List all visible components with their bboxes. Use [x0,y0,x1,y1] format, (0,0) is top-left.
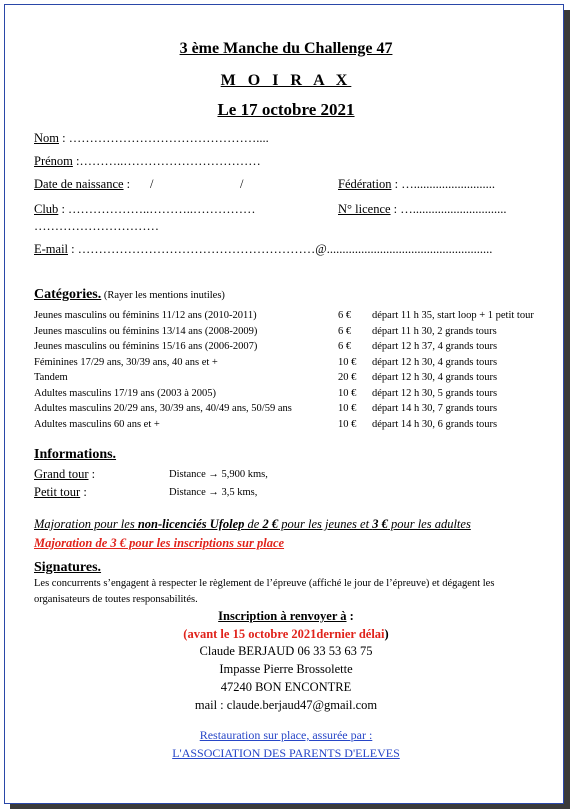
field-federation-label: Fédération [338,177,392,191]
field-prenom-dots: :………..…………………………… [72,154,261,168]
field-nom[interactable] [34,131,269,146]
grand-tour-value: Distance → 5,900 kms, [169,469,268,480]
association-line: L'ASSOCIATION DES PARENTS D'ELEVES [172,746,400,760]
field-email-dots: : …………………………………………………@..................................................... [68,242,493,256]
category-departure: départ 12 h 30, 4 grands tours [372,357,498,368]
petit-tour-value: Distance → 3,5 kms, [169,487,258,498]
maj1-g: pour les adultes [387,517,471,531]
field-federation[interactable] [338,177,495,192]
dob-slash-1: / [150,177,154,191]
field-licence-label: N° licence [338,202,391,216]
category-label: Adultes masculins 17/19 ans (2003 à 2005) [34,388,216,399]
page-shadow-bottom [10,804,570,809]
field-prenom[interactable] [34,154,261,169]
category-departure: départ 11 h 30, 2 grands tours [372,326,497,337]
maj1-d: 2 € [262,517,279,531]
category-label: Adultes masculins 20/29 ans, 30/39 ans, 40/49 ans, 50/59 ans [34,403,292,414]
field-email-label: E-mail [34,242,69,256]
field-email[interactable] [34,242,492,257]
majoration-sur-place: Majoration de 3 € pour les inscriptions sur place [34,536,285,550]
contact-name: Claude BERJAUD 06 33 53 63 75 [199,644,373,658]
title-location: M O I R A X [220,72,352,89]
categories-heading-line [34,285,225,303]
field-club-label: Club [34,202,59,216]
contact-mail[interactable]: mail : claude.berjaud47@gmail.com [194,698,378,712]
field-club-line2[interactable]: ………………………… [34,219,159,233]
inscription-heading-colon: : [346,609,354,623]
category-price: 10 € [338,403,357,414]
inscription-heading-line [0,609,572,624]
category-departure: départ 14 h 30, 6 grands tours [372,419,498,430]
majoration-non-licencies [34,517,471,532]
field-date-naissance[interactable] [34,177,130,192]
maj1-e: pour les jeunes et [278,517,373,531]
category-label: Jeunes masculins ou féminins 15/16 ans (2006-2007) [34,341,258,352]
category-label: Tandem [34,372,68,383]
signatures-heading: Signatures. [34,560,102,575]
field-nom-dots: : ……………………………………….... [59,131,269,145]
inscription-deadline: (avant le 15 octobre 2021dernier délai [183,627,385,641]
field-dob-colon: : [123,177,131,191]
category-departure: départ 12 h 37, 4 grands tours [372,341,498,352]
title-date: Le 17 octobre 2021 [217,100,355,119]
field-federation-dots: : ….......................... [391,177,495,191]
maj1-f: 3 € [372,517,388,531]
field-club[interactable] [34,202,256,217]
category-price: 6 € [338,341,352,352]
petit-tour-colon: : [80,485,87,499]
category-label: Jeunes masculins ou féminins 11/12 ans (2010-2011) [34,310,257,321]
contact-street: Impasse Pierre Brossolette [219,662,353,676]
category-price: 6 € [338,310,352,321]
categories-note: (Rayer les mentions inutiles) [101,290,225,301]
dob-slash-2: / [240,177,244,191]
category-price: 10 € [338,357,357,368]
restauration-line: Restauration sur place, assurée par : [199,728,373,742]
inscription-heading: Inscription à renvoyer à [218,609,347,623]
inscription-deadline-close: ) [384,627,389,641]
grand-tour-label: Grand tour [34,467,89,481]
grand-tour-line [34,467,95,482]
field-licence[interactable] [338,202,507,217]
field-club-dots: : ………………..………..…………… [58,202,256,216]
petit-tour-line [34,485,87,500]
category-price: 10 € [338,388,357,399]
field-dob-label: Date de naissance [34,177,124,191]
maj1-c: de [244,517,263,531]
category-price: 20 € [338,372,357,383]
signatures-text-line2: organisateurs de toutes responsabilités. [34,594,198,605]
maj1-a: Majoration pour les [34,517,138,531]
field-prenom-label: Prénom [34,154,73,168]
category-label: Jeunes masculins ou féminins 13/14 ans (2008-2009) [34,326,258,337]
field-licence-dots: : ….............................. [390,202,507,216]
petit-tour-label: Petit tour [34,485,81,499]
title-challenge: 3 ème Manche du Challenge 47 [179,40,393,57]
informations-heading: Informations. [34,447,117,462]
category-label: Adultes masculins 60 ans et + [34,419,160,430]
category-price: 6 € [338,326,352,337]
maj1-b: non-licenciés Ufolep [137,517,245,531]
category-departure: départ 11 h 35, start loop + 1 petit tour [372,310,534,321]
signatures-text-line1: Les concurrents s’engagent à respecter le règlement de l’épreuve (affiché le jour de l’épreuve) et dégagent les [34,578,495,589]
category-departure: départ 12 h 30, 5 grands tours [372,388,498,399]
categories-heading: Catégories. [34,287,102,302]
field-nom-label: Nom [34,131,59,145]
category-price: 10 € [338,419,357,430]
category-label: Féminines 17/29 ans, 30/39 ans, 40 ans et + [34,357,218,368]
category-departure: départ 12 h 30, 4 grands tours [372,372,498,383]
contact-city: 47240 BON ENCONTRE [220,680,352,694]
grand-tour-colon: : [88,467,96,481]
inscription-deadline-line [0,627,572,642]
category-departure: départ 14 h 30, 7 grands tours [372,403,498,414]
